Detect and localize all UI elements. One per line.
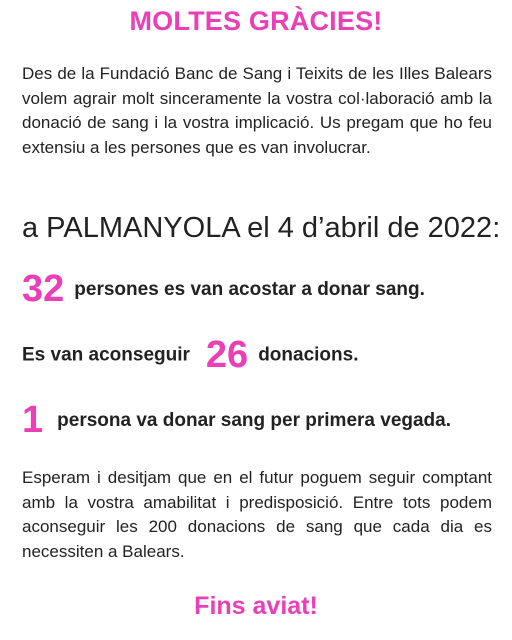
stat-donors-text: persones es van acostar a donar sang.: [74, 278, 425, 300]
stat-donations-suffix: donacions.: [258, 344, 359, 366]
stat-donations: [22, 334, 492, 377]
stat-first-time-text: persona va donar sang per primera vegada.: [57, 409, 452, 431]
stat-first-time: [22, 399, 492, 442]
page-title: MOLTES GRÀCIES!: [129, 6, 383, 36]
stat-donors-number: 32: [22, 268, 65, 310]
stat-donations-number: 26: [205, 334, 249, 376]
stat-donors: [22, 268, 492, 311]
event-line: a PALMANYOLA el 4 d’abril de 2022:: [22, 212, 501, 244]
stat-donations-prefix: Es van aconseguir: [22, 344, 190, 366]
intro-paragraph: Des de la Fundació Banc de Sang i Teixits de les Illes Balears volem agrair molt sinceramente la vostra col·laboració amb la donació de sang i la vostra implicació. Us pregam que ho feu extensiu a les persones que es van involucrar.: [22, 64, 492, 157]
stat-first-time-number: 1: [22, 399, 44, 441]
closing-text: Fins aviat!: [194, 592, 318, 620]
outro-paragraph: Esperam i desitjam que en el futur poguem seguir comptant amb la vostra amabilitat i predisposició. Entre tots podem aconseguir les 200 donacions de sang que cada dia es necessiten a Balears.: [22, 468, 492, 561]
